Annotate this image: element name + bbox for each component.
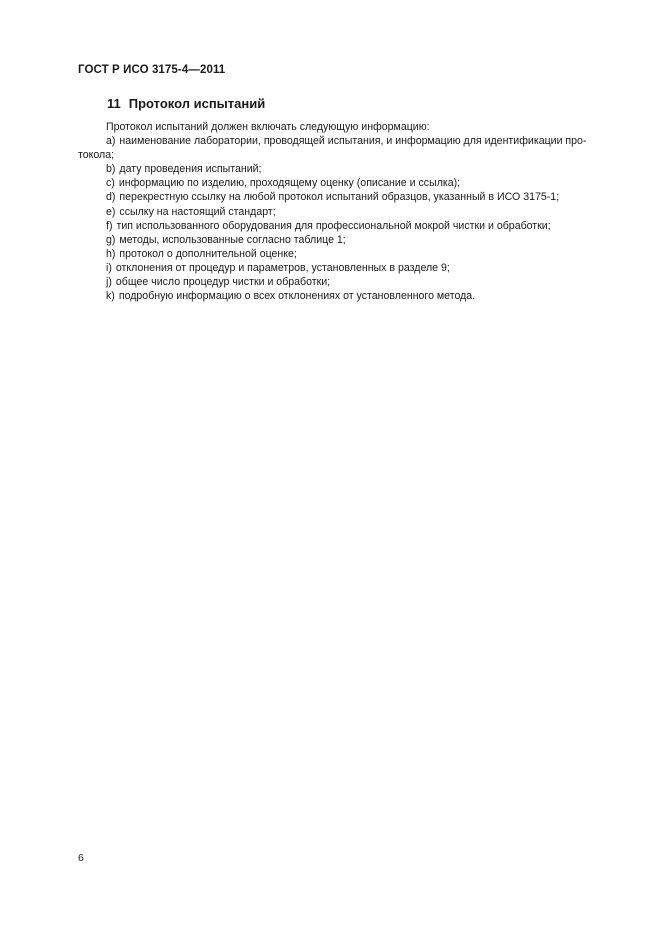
list-item-text: общее число процедур чистки и обработки; (115, 276, 331, 289)
list-item-label: f) (106, 219, 113, 232)
list-item-first-line (78, 289, 618, 303)
page-number: 6 (78, 852, 84, 864)
section-number: 11 (107, 96, 121, 111)
list-item-first-line (78, 205, 618, 219)
list-item-e (78, 205, 618, 219)
list-item-c (78, 176, 618, 190)
list-item-f (78, 219, 618, 233)
list-item-text: подробную информацию о всех отклонениях от установленного метода. (118, 290, 476, 303)
list-item-first-line (78, 219, 618, 233)
list-item-first-line (78, 162, 618, 176)
section-heading (107, 96, 265, 111)
list-item-label: g) (106, 233, 116, 246)
list-item-first-line (78, 275, 618, 289)
list-item-label: c) (106, 177, 115, 190)
list-item-label: e) (106, 205, 116, 218)
list-item-k (78, 289, 618, 303)
list-item-label: b) (106, 163, 116, 176)
list-item-a (78, 134, 618, 162)
list-item-text: тип использованного оборудования для профессиональной мокрой чистки и обработки; (116, 219, 551, 232)
intro-paragraph: Протокол испытаний должен включать следующую информацию: (106, 121, 430, 133)
list-item-d (78, 190, 618, 204)
list-item-first-line (78, 261, 618, 275)
list-item-first-line (78, 233, 618, 247)
list-item-label: j) (106, 276, 112, 289)
list-item-first-line (78, 134, 618, 148)
list-item-first-line (78, 247, 618, 261)
list-item-g (78, 233, 618, 247)
list-item-h (78, 247, 618, 261)
list-item-first-line (78, 176, 618, 190)
list-item-text: протокол о дополнительной оценке; (119, 247, 297, 260)
list-item-label: h) (106, 247, 116, 260)
list-item-text: информацию по изделию, проходящему оценку (описание и ссылка); (118, 177, 461, 190)
list-item-j (78, 275, 618, 289)
section-body (78, 120, 618, 303)
list-item-text: перекрестную ссылку на любой протокол испытаний образцов, указанный в ИСО 3175-1; (119, 191, 560, 204)
list-item-label: i) (106, 261, 112, 274)
list-item-label: k) (106, 290, 115, 303)
list-item-continuation: токола; (78, 149, 115, 162)
section-title: Протокол испытаний (128, 96, 266, 111)
list-item-text: наименование лаборатории, проводящей испытания, и информацию для идентификации про- (119, 135, 587, 148)
running-head-standard-code: ГОСТ Р ИСО 3175-4—2011 (78, 64, 226, 76)
list-item-text: отклонения от процедур и параметров, установленных в разделе 9; (115, 261, 450, 274)
list-item-b (78, 162, 618, 176)
list-item-label: a) (106, 135, 116, 148)
list-item-text: методы, использованные согласно таблице 1; (119, 233, 346, 246)
list-item-first-line (78, 190, 618, 204)
list-item-text: ссылку на настоящий стандарт; (119, 205, 276, 218)
list-item-i (78, 261, 618, 275)
list-item-label: d) (106, 191, 116, 204)
list-item-text: дату проведения испытаний; (119, 163, 262, 176)
